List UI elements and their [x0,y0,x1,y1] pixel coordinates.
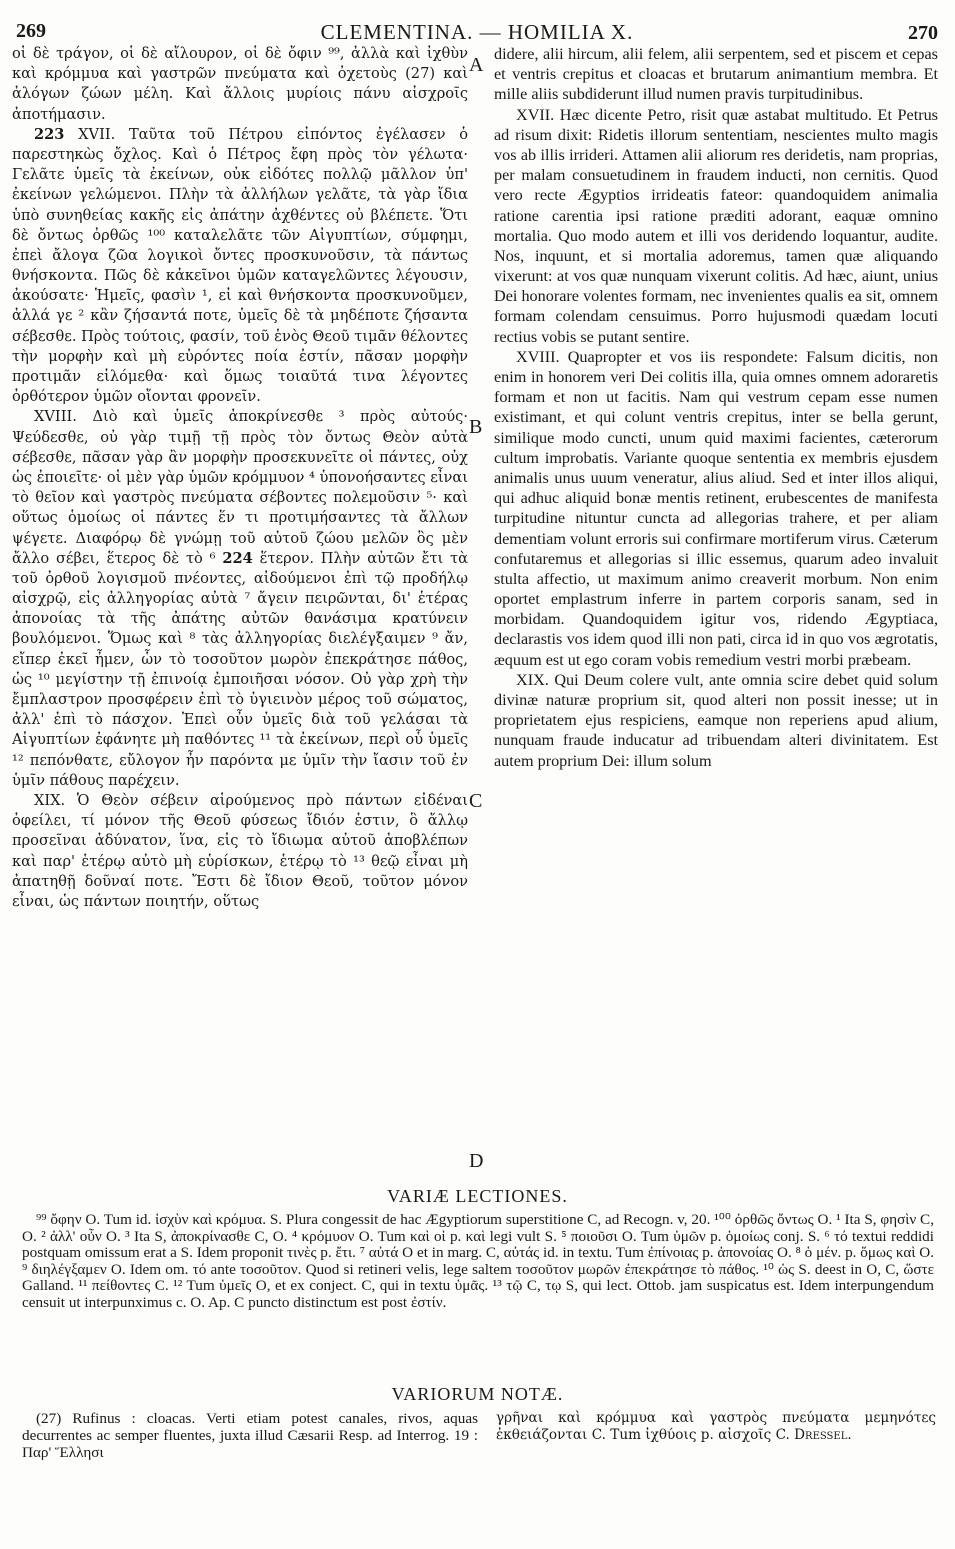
greek-paragraph: XVIII. Διὸ καὶ ὑμεῖς ἀποκρίνεσθε ³ πρὸς αὐτούς· Ψεύδεσθε, οὐ γὰρ τιμῇ τῇ πρὸς τὸν ὄντως Θεὸν αὐτὰ σέβεσθε, πᾶσαν γὰρ ἂν μορφὴν προσεκυνεῖτε οἱ πάντες, οὐχ ὡς ἐποιεῖτε· οἱ μὲν γὰρ ὑμῶν κρόμμυον ⁴ ὑπονοήσαντες εἶναι τὸ θεῖον καὶ γαστρὸς πνεύματα σέβοντες πολεμοῦσιν ⁵· καὶ οὕτως ὁμοίως οἱ πάντες ἕν τι προτιμήσαντες τὰ ἄλλων ψέγετε. Διαφόρῳ δὲ γνώμῃ τοῦ αὐτοῦ ζώου μελῶν ὃς μὲν ἄλλο σέβει, ἕτερος δὲ τὸ ⁶ 224 ἕτερον. Πλὴν αὐτῶν ἔτι τὰ τοῦ ὀρθοῦ λογισμοῦ πνέοντες, αἰδούμενοι ἐπὶ τῷ προδήλῳ αἰσχρῷ, εἰς ἀλληγορίας αὐτὰ ⁷ ἄγειν πειρῶνται, δι' ἑτέρας ἀπονοίας τὰ τῆς ἀπάτης αὐτῶν θανάσιμα κρατύνειν βουλόμενοι. Ὅμως καὶ ⁸ τὰς ἀλληγορίας διελέγξαιμεν ⁹ ἄν, εἴπερ ἐκεῖ ἦμεν, ὧν τὸ τοσοῦτον μωρὸν ἐπεκράτησε πάθος, ὡς ¹⁰ μεγίστην τῇ ἐπινοίᾳ ἐμποιῆσαι νόσον. Οὐ γὰρ χρὴ τὴν ἔμπλαστρον προσφέρειν ἐπὶ τὸ ὑγιεινὸν μέρος τοῦ σώματος, ἀλλ' ἐπὶ τὸ πάσχον. Ἐπεὶ οὖν ὑμεῖς διὰ τοῦ γελάσαι τὰ Αἰγυπτίων ἐφάνητε μὴ παθόντες ¹¹ τὰ ἐκείνων, περὶ οὗ ὑμεῖς ¹² πεπόνθατε, εὔλογον ἦν παρόντα με ὑμῖν τὴν ἴασιν τοῦ ἐν ὑμῖν πάθους παρέχειν. [12,408,469,789]
latin-paragraph: XVII. Hæc dicente Petro, risit quæ astabat multitudo. Et Petrus ad risum dixit: Ridetis illorum sententiam, nescientes multo magis vos ab illis irrideri. Attamen alii aliorum res deridetis, nam proprias, per malam consuetudinem in fraudem inducti, non cernitis. Quod vero recte Ægyptios irrideatis fateor: quandoquidem animalia ratione carentia ipsi ratione præditi adorant, eaquæ omnino mortalia. Quo modo autem et illi vos deridendo loquantur, audite. Nos, inquunt, et si mortalia adoremus, tamen quæ aliquando vixerunt: at vos quæ nunquam vixerunt colitis. Ad hæc, aiunt, unius Dei honorare volentes formam, nec invenientes qualis ea sit, omnem formam colendam censuimus. Porro hujusmodi quædam locuti rectius vobis se putant sentire. [494,105,938,346]
latin-paragraph: didere, alii hircum, alii felem, alii serpentem, sed et piscem et cepas et ventris crepitus et cloacas et brutarum animantium membra. Et mille aliis subdiderunt illud numen pravis turpitudinibus. [494,45,938,104]
page-number-left: 269 [16,20,46,42]
variorum-note: (27) Rufinus : cloacas. Verti etiam potest canales, rivos, aquas decurrentes ac semper fluentes, juxta illud Cæsarii Resp. ad Interrog. 19 : Παρ' Ἕλλησι [22,1410,478,1461]
greek-column [12,44,468,912]
latin-paragraph: XVIII. Quapropter et vos iis respondete: Falsum dicitis, non enim in honorem veri Dei colitis illa, quia omnes omnem adoraretis formam et non ut facitis. Nam qui vestrum cepam esse numen existimant, et qui colunt ventris crepitus, inter se bella gerunt, similique modo cuncti, unum quid maximi facientes, cæterorum cultum improbatis. Variante quoque sententia ex membris ejusdem animalis unus uuum veneratur, alius aliud. Sed et inter illos aliqui, qui adhuc aliquid bonæ mentis retinent, erubescentes de manifesta turpitudine nituntur cuncta ad allegorias trahere, et per aliam dementiam volunt erroris sui confirmare mortiferum virus. Cæterum confutaremus et allegorias si illic essemus, quarum adeo invaluit stulta affectio, ut maximum animo creaverit morbum. Non enim oportet emplastrum inferre in partem corporis sanam, sed in morbidam. Quandoquidem igitur vos, ridendo Ægyptiaca, declarastis vos idem quod illi non pati, circa id in quo vos ægrotatis, æquum est ut ego coram vobis remedium vestri morbi præbeam. [494,347,938,669]
margin-letter-c: C [469,790,483,812]
greek-paragraph: 223 XVII. Ταῦτα τοῦ Πέτρου εἰπόντος ἐγέλασεν ὁ παρεστηκὼς ὄχλος. Καὶ ὁ Πέτρος ἔφη πρὸς τὸν γέλωτα· Γελᾶτε ὑμεῖς τὰ ἐκείνων, οὐκ εἰδότες πολλῷ μᾶλλον ὑπ' ἐκείνων γελώμενοι. Πλὴν τὰ ἀλλήλων γελᾶτε, τὰ γὰρ ἴδια ὑπὸ συνηθείας κακῆς εἰς ἀπάτην ἀχθέντες οὐ βλέπετε. Ὅτι δὲ ὄντως ὀρθῶς ¹⁰⁰ καταλελᾶτε τῶν Αἰγυπτίων, σύμφημι, ἐπεὶ ἄλογα ζῶα λογικοὶ ὄντες προσκυνοῦσιν, τὰ πάντως θνήσκοντα. Πῶς δὲ κἀκεῖνοι ὑμῶν καταγελῶντες λέγουσιν, ἀκούσατε· Ἡμεῖς, φασὶν ¹, εἰ καὶ θνήσκοντα προσκυνοῦμεν, ἀλλά γε ² κἂν ζήσαντά ποτε, ὑμεῖς δὲ τὰ μηδέποτε ζήσαντα σέβεσθε. Πρὸς τούτοις, φασίν, τοῦ ἑνὸς Θεοῦ τιμᾶν θέλοντες τὴν μορφὴν καὶ μὴ εὑρόντες ποία ἐστίν, πᾶσαν μορφὴν προτιμᾶν εἱλόμεθα· καὶ ὅμως τοιαῦτά τινα λέγοντες ὀρθότερον ὑμῶν οἴονται φρονεῖν. [12,125,469,406]
greek-paragraph: XIX. Ὁ Θεὸν σέβειν αἱρούμενος πρὸ πάντων εἰδέναι ὀφείλει, τί μόνον τῆς Θεοῦ φύσεως ἴδιόν ἐστιν, ὃ ἄλλῳ προσεῖναι ἀδύνατον, ἵνα, εἰς τὸ ἴδιωμα αὐτοῦ ἀποβλέπων καὶ παρ' ἑτέρῳ αὐτὸ μὴ εὑρίσκων, ἑτέρῳ τὸ ¹³ θεῷ εἶναι μὴ ἀπατηθῇ δοῦναί ποτε. Ἔστι δὲ ἴδιον Θεοῦ, τοῦτον μόνον εἶναι, ὡς πάντων ποιητήν, οὕτως [12,791,469,910]
variorum-note: γρῆναι καὶ κρόμμυα καὶ γαστρὸς πνεύματα μεμηνότες ἐκθειάζονται C. Tum ἰχθύοις p. αἰσχοῖς C. [496,1410,936,1443]
variae-heading: VARIÆ LECTIONES. [387,1186,568,1206]
section-label: XVII. [78,125,116,143]
latin-paragraph: XIX. Qui Deum colere vult, ante omnia scire debet quid solum divinæ naturæ proprium sit, quod alteri non possit inesse; ut in proprietatem ejus respiciens, eamque non reperiens apud alium, nunquam fraude inducatur ad tribuendam alteri divinitatem. Est autem proprium Dei: illum solum [494,670,938,770]
column-number: 223 [34,125,65,143]
running-title: CLEMENTINA. — HOMILIA X. [320,20,634,44]
column-number: 224 [222,549,253,567]
variorum-heading: VARIORUM NOTÆ. [391,1384,564,1404]
greek-paragraph: οἱ δὲ τράγον, οἱ δὲ αἴλουρον, οἱ δὲ ὄφιν ⁹⁹, ἀλλὰ καὶ ἰχθὺν καὶ κρόμμυα καὶ γαστρῶν πνεύματα καὶ ὀχετοὺς (27) καὶ ἀλόγων ζώων μέλη. Καὶ ἄλλοις μυρίοις πάνυ αἰσχροῖς ἀποτήμασιν. [12,45,468,123]
section-label: XVIII. [34,408,77,426]
margin-letter-a: A [469,54,484,76]
note-signature: Dressel. [794,1427,852,1443]
page-header [16,20,938,46]
margin-letter-d: D [469,1150,484,1172]
variorum-notes-right [496,1410,936,1444]
variae-lectiones [22,1212,934,1312]
margin-letter-b: B [469,416,483,438]
latin-column [494,44,938,771]
variae-text: ⁹⁹ ὄφην O. Tum id. ἰσχὺν καὶ κρόμυα. S. Plura congessit de hac Ægyptiorum superstitione C, ad Recogn. v, 20. ¹⁰⁰ ὀρθῶς ὄντως O. ¹ Ita S, φησὶν C, O. ² ἀλλ' οὖν O. ³ Ita S, ἀποκρίνασθε C, O. ⁴ κρόμυον O. Tum καὶ οἱ p. καὶ legi vult S. ⁵ ποιοῦσι O. Tum ὑμῶν p. ὁμοίως conj. S. ⁶ τό textui reddidi postquam omissum erat a S. Idem proponit τινὲς p. ἔτι. ⁷ αὐτά O et in marg. C, αὐτάς id. in textu. Tum ἐπίνοιας p. ἀπονοίας O. ⁸ ὁ μέν. p. ὅμως καὶ O. ⁹ διηλέγξαμεν O. Idem om. τό ante τοσοῦτον. Quod si retineri velis, lege saltem τοσοῦτον μωρῶν ἐπεκράτησε τὸ πάθος. ¹⁰ ὡς S. deest in O, C, ὥστε Galland. ¹¹ πείθοντες C. ¹² Tum ὑμεῖς O, et ex conject. C, qui in textu ὑμᾶς. ¹³ τῷ C, τῳ S, qui lect. Ottob. jam suspicatus est. Idem interpungendum censuit ut interpunximus c. O. Ap. C puncto distinctum est post ἐστίν. [22,1211,934,1311]
variorum-notes-left [22,1410,478,1461]
page-number-right: 270 [908,22,938,44]
section-label: XIX. [34,791,66,809]
